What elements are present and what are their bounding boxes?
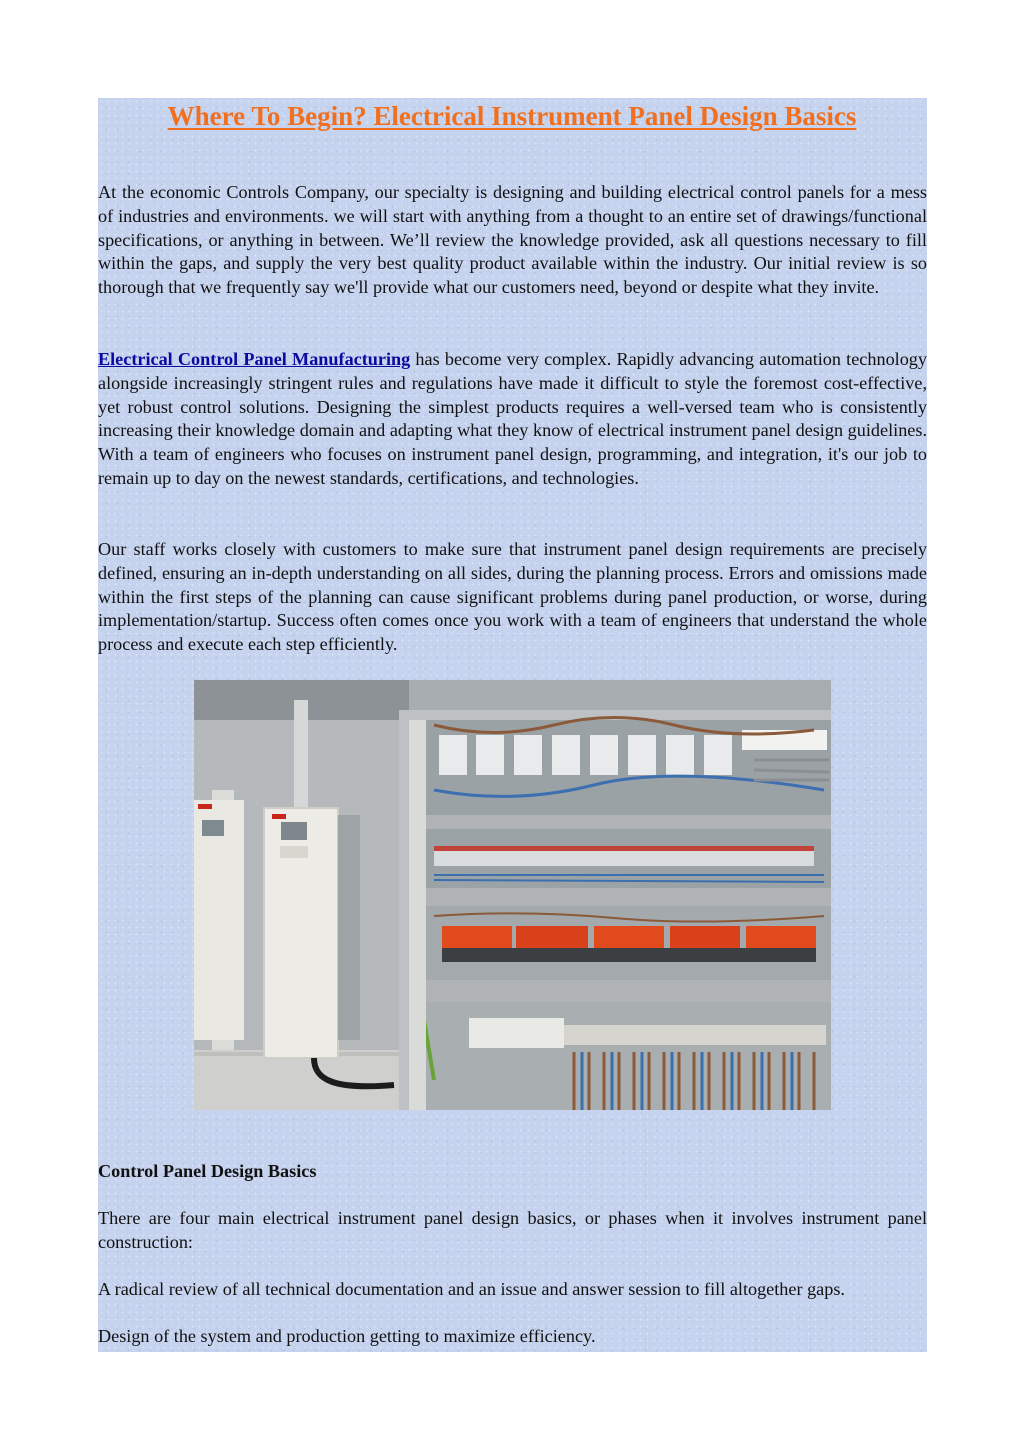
manufacturing-paragraph — [98, 348, 927, 491]
drive-right — [264, 808, 360, 1058]
contactor-row — [426, 718, 831, 816]
control-panel-photo — [194, 680, 831, 1110]
intro-paragraph: At the economic Controls Company, our specialty is designing and building electrical control panels for a mess of industries and environments. we will start with anything from a thought to an entire set of drawings/functional specifications, or anything in between. We’ll review the knowledge provided, ask all questions necessary to fill within the gaps, and supply the very best quality product available within the industry. Our initial review is so thorough that we frequently say we'll provide what our customers need, beyond or despite what they invite. — [98, 182, 927, 298]
list-item: Design of the system and production getting to maximize efficiency. — [98, 1326, 596, 1346]
relay-row — [426, 829, 831, 888]
manufacturing-link[interactable]: Electrical Control Panel Manufacturing — [98, 349, 411, 369]
terminal-row — [424, 1002, 831, 1110]
staff-paragraph: Our staff works closely with customers to make sure that instrument panel design requirements are precisely defined, ensuring an in-depth understanding on all sides, during the planning process. Errors and omissions made within the first steps of the planning can cause significant problems during panel production, or worse, during implementation/startup. Success often comes once you work with a team of engineers that understand the whole process and execute each step efficiently. — [98, 539, 927, 655]
manufacturing-paragraph-text: has become very complex. Rapidly advancing automation technology alongside increasingly stringent rules and regulations have made it difficult to style the foremost cost-effective, yet robust control solutions. Designing the simplest products requires a well-versed team who is consistently increasing their knowledge domain and adapting what they know of electrical instrument panel design guidelines. With a team of engineers who focuses on instrument panel design, programming, and integration, it's our job to remain up to day on the newest standards, certifications, and technologies. — [98, 349, 927, 488]
design-basics-heading: Control Panel Design Basics — [98, 1161, 317, 1181]
list-item: A radical review of all technical documentation and an issue and answer session to fill altogether gaps. — [98, 1279, 845, 1299]
phases-paragraph: There are four main electrical instrument panel design basics, or phases when it involves instrument panel construction: — [98, 1208, 927, 1252]
plc-module-row — [426, 906, 831, 980]
page-title[interactable]: Where To Begin? Electrical Instrument Panel Design Basics — [167, 101, 857, 131]
drive-left — [194, 800, 244, 1040]
